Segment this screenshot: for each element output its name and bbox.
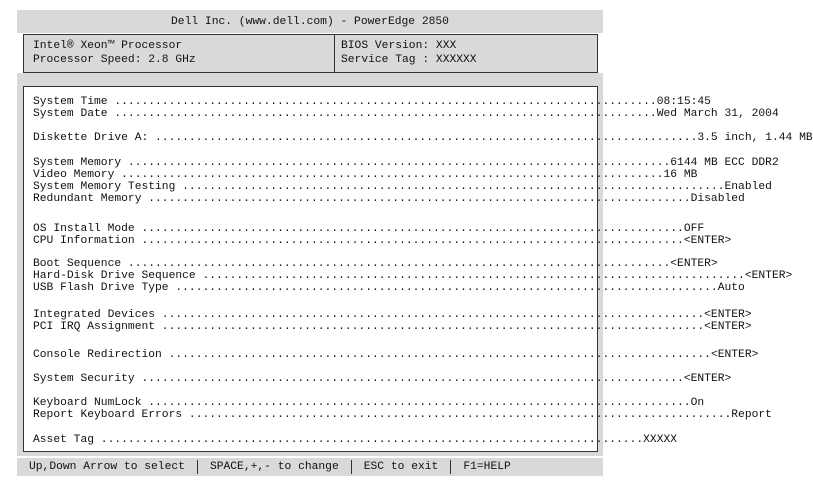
- setting-value[interactable]: <ENTER>: [710, 349, 759, 361]
- setting-value[interactable]: 16 MB: [663, 169, 698, 181]
- dot-leader: ................................................................................: [134, 373, 684, 385]
- setting-row[interactable]: [33, 169, 698, 181]
- setting-group: [33, 157, 779, 205]
- setting-group: [33, 434, 678, 446]
- dot-leader: ................................................................................: [168, 282, 718, 294]
- dot-leader: ................................................................................: [141, 397, 691, 409]
- setting-row[interactable]: [33, 223, 705, 235]
- setting-row[interactable]: [33, 282, 745, 294]
- dot-leader: ................................................................................: [134, 223, 684, 235]
- setting-label-text: System Time: [33, 96, 108, 108]
- setting-row[interactable]: [33, 409, 772, 421]
- setting-group: [33, 96, 779, 120]
- settings-panel: [23, 86, 813, 452]
- setting-value[interactable]: <ENTER>: [683, 235, 732, 247]
- setting-label: [33, 108, 657, 120]
- setting-label-text: CPU Information: [33, 235, 135, 247]
- bios-title: Dell Inc. (www.dell.com) - PowerEdge 2850: [17, 10, 603, 33]
- setting-value[interactable]: OFF: [683, 223, 705, 235]
- setting-label: [33, 157, 670, 169]
- processor-info: [24, 35, 335, 72]
- setting-label: [33, 397, 691, 409]
- processor-speed: Processor Speed: 2.8 GHz: [33, 54, 196, 66]
- hint-help: F1=HELP: [463, 461, 511, 473]
- setting-label: [33, 409, 731, 421]
- setting-group: [33, 258, 793, 294]
- bios-version: BIOS Version: XXX: [341, 40, 457, 52]
- setting-label-text: System Date: [33, 108, 108, 120]
- setting-label-text: Boot Sequence: [33, 258, 122, 270]
- setting-row[interactable]: [33, 108, 779, 120]
- setting-value[interactable]: <ENTER>: [704, 309, 752, 321]
- dot-leader: ................................................................................: [161, 349, 711, 361]
- hint-navigate: Up,Down Arrow to select: [29, 461, 185, 473]
- setting-group: [33, 132, 813, 144]
- setting-value[interactable]: Auto: [717, 282, 745, 294]
- setting-group: [33, 397, 772, 421]
- setting-label-text: Hard-Disk Drive Sequence: [33, 270, 196, 282]
- setting-group: [33, 223, 732, 247]
- setting-row[interactable]: [33, 397, 705, 409]
- setting-value[interactable]: Enabled: [724, 181, 772, 193]
- setting-label: [33, 223, 684, 235]
- setting-value[interactable]: XXXXX: [643, 434, 678, 446]
- dot-leader: ................................................................................: [175, 181, 725, 193]
- setting-label-text: Console Redirection: [33, 349, 162, 361]
- setting-group: [33, 373, 732, 385]
- setting-label-text: Video Memory: [33, 169, 115, 181]
- setting-row[interactable]: [33, 270, 793, 282]
- setting-label-text: USB Flash Drive Type: [33, 282, 169, 294]
- setting-label: [33, 132, 697, 144]
- setting-value[interactable]: 6144 MB ECC DDR2: [670, 157, 779, 169]
- dot-leader: ................................................................................: [148, 132, 698, 144]
- setting-label: [33, 321, 704, 333]
- dot-leader: ................................................................................: [107, 108, 657, 120]
- setting-label-text: PCI IRQ Assignment: [33, 321, 156, 333]
- setting-row[interactable]: [33, 309, 752, 321]
- setting-row[interactable]: [33, 181, 772, 193]
- dot-leader: ................................................................................: [121, 258, 671, 270]
- dot-leader: ................................................................................: [155, 309, 705, 321]
- setting-label: [33, 373, 684, 385]
- setting-value[interactable]: Report: [731, 409, 772, 421]
- setting-row[interactable]: [33, 373, 732, 385]
- setting-label: [33, 96, 657, 108]
- setting-label-text: Asset Tag: [33, 434, 95, 446]
- setting-label-text: Diskette Drive A:: [33, 132, 149, 144]
- setting-label: [33, 258, 670, 270]
- setting-label: [33, 282, 718, 294]
- dot-leader: ................................................................................: [155, 321, 705, 333]
- setting-label-text: System Security: [33, 373, 135, 385]
- processor-name: Intel® Xeon™ Processor: [33, 40, 183, 52]
- setting-value[interactable]: Disabled: [690, 193, 745, 205]
- setting-label: [33, 169, 663, 181]
- setting-value[interactable]: <ENTER>: [683, 373, 732, 385]
- setting-value[interactable]: 08:15:45: [656, 96, 711, 108]
- setting-group: [33, 309, 752, 333]
- bios-info: [335, 35, 597, 72]
- setting-row[interactable]: [33, 193, 745, 205]
- setting-row[interactable]: [33, 434, 678, 446]
- setting-value[interactable]: Wed March 31, 2004: [656, 108, 779, 120]
- setting-label: [33, 193, 691, 205]
- dot-leader: ................................................................................: [121, 157, 671, 169]
- setting-value[interactable]: On: [690, 397, 705, 409]
- setting-value[interactable]: <ENTER>: [670, 258, 718, 270]
- dot-leader: ................................................................................: [134, 235, 684, 247]
- system-info-panel: [23, 34, 598, 73]
- dot-leader: ................................................................................: [141, 193, 691, 205]
- setting-row[interactable]: [33, 132, 813, 144]
- setting-row[interactable]: [33, 349, 759, 361]
- setting-label: [33, 235, 684, 247]
- setting-value[interactable]: 3.5 inch, 1.44 MB: [697, 132, 813, 144]
- setting-row[interactable]: [33, 321, 752, 333]
- hint-change: SPACE,+,- to change: [209, 461, 339, 473]
- setting-row[interactable]: [33, 96, 711, 108]
- setting-label-text: OS Install Mode: [33, 223, 135, 235]
- setting-label: [33, 270, 745, 282]
- setting-label-text: System Memory Testing: [33, 181, 176, 193]
- frame-band: [17, 73, 603, 81]
- setting-row[interactable]: [33, 235, 732, 247]
- dot-leader: ................................................................................: [114, 169, 664, 181]
- setting-label: [33, 181, 725, 193]
- setting-label-text: Redundant Memory: [33, 193, 142, 205]
- setting-label-text: System Memory: [33, 157, 122, 169]
- setting-label: [33, 434, 643, 446]
- setting-row[interactable]: [33, 157, 779, 169]
- setting-label: [33, 309, 704, 321]
- dot-leader: ................................................................................: [107, 96, 657, 108]
- dot-leader: ................................................................................: [195, 270, 745, 282]
- setting-label-text: Integrated Devices: [33, 309, 156, 321]
- setting-row[interactable]: [33, 258, 718, 270]
- setting-group: [33, 349, 759, 361]
- dot-leader: ................................................................................: [182, 409, 732, 421]
- status-bar: [17, 458, 603, 476]
- setting-label-text: Report Keyboard Errors: [33, 409, 183, 421]
- setting-value[interactable]: <ENTER>: [704, 321, 752, 333]
- hint-exit: ESC to exit: [363, 461, 439, 473]
- service-tag: Service Tag : XXXXXX: [341, 54, 477, 66]
- setting-value[interactable]: <ENTER>: [744, 270, 793, 282]
- dot-leader: ................................................................................: [94, 434, 644, 446]
- setting-label: [33, 349, 711, 361]
- setting-label-text: Keyboard NumLock: [33, 397, 142, 409]
